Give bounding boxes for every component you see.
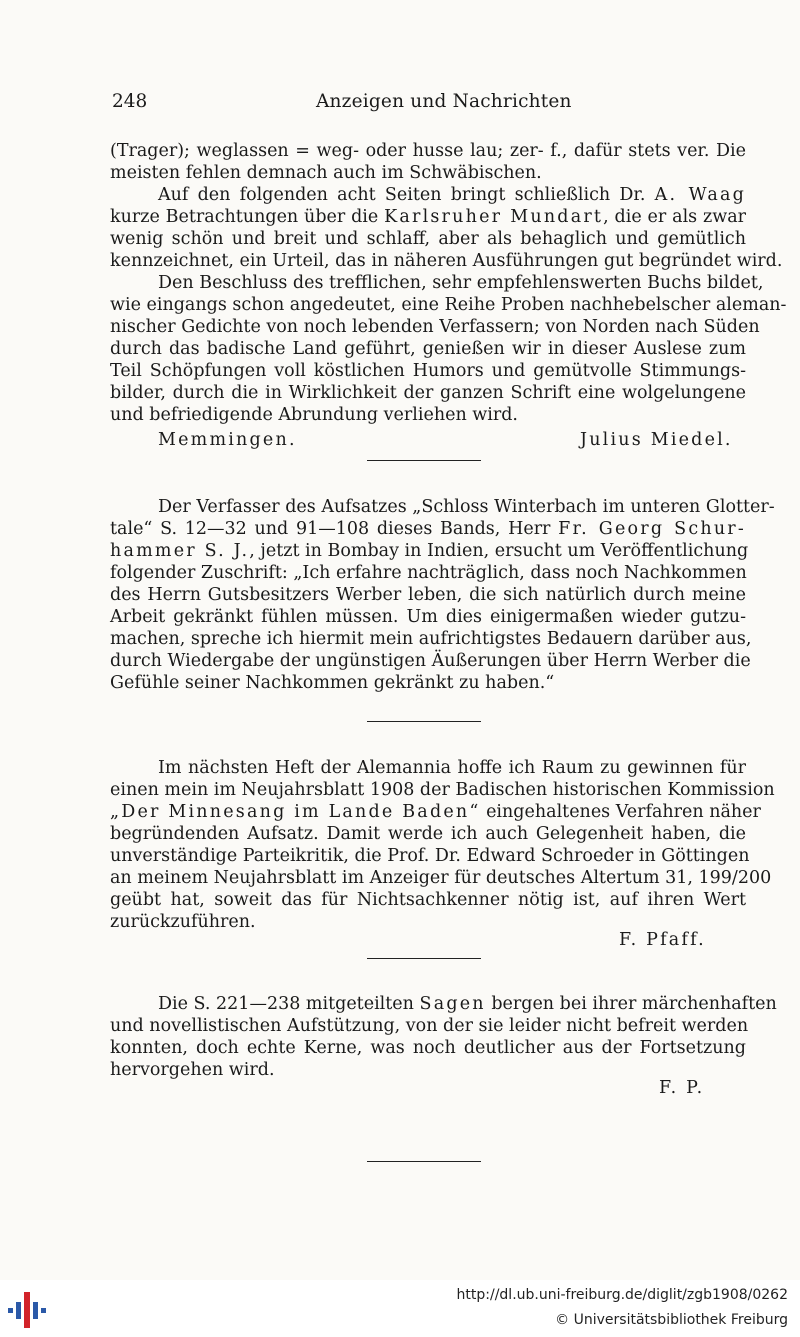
- section-divider: [367, 721, 481, 722]
- text-line: Auf den folgenden acht Seiten bringt schließlich Dr. A. Waag: [158, 185, 746, 205]
- signature-initials: F. P.: [659, 1078, 705, 1098]
- section-divider: [367, 958, 481, 959]
- text-line: hervorgehen wird.: [110, 1060, 275, 1080]
- text-line: folgender Zuschrift: „Ich erfahre nachträglich, dass noch Nachkommen: [110, 563, 747, 583]
- text-line: wie eingangs schon angedeutet, eine Reihe Proben nachhebelscher aleman-: [110, 295, 787, 315]
- spaced-term: Sagen: [419, 994, 486, 1014]
- spaced-name: Fr. Georg Schur-: [558, 519, 746, 539]
- text-line: Der Verfasser des Aufsatzes „Schloss Winterbach im unteren Glotter-: [158, 497, 775, 517]
- text-line: geübt hat, soweit das für Nichtsachkenner nötig ist, auf ihren Wert: [110, 890, 746, 910]
- text-line: durch Wiedergabe der ungünstigen Äußerungen über Herrn Werber die: [110, 651, 751, 671]
- page-number: 248: [112, 91, 148, 112]
- text-line: kennzeichnet, ein Urteil, das in näheren Ausführungen gut begründet wird.: [110, 251, 783, 271]
- text-line: Teil Schöpfungen voll köstlichen Humors und gemütvolle Stimmungs-: [110, 361, 746, 381]
- text-line: (Trager); weglassen = weg- oder husse lau; zer- f., dafür stets ver. Die: [110, 141, 746, 161]
- text-line: kurze Betrachtungen über die Karlsruher Mundart, die er als zwar: [110, 207, 746, 227]
- spaced-name: A. Waag: [654, 185, 746, 205]
- text-line: bilder, durch die in Wirklichkeit der ganzen Schrift eine wolgelungene: [110, 383, 746, 403]
- section-divider: [367, 1161, 481, 1162]
- text-line: „Der Minnesang im Lande Baden“ eingehaltenes Verfahren näher: [110, 802, 761, 822]
- text-line: begründenden Aufsatz. Damit werde ich auch Gelegenheit haben, die: [110, 824, 746, 844]
- spaced-name: hammer S. J.: [110, 541, 250, 561]
- text-line: einen mein im Neujahrsblatt 1908 der Badischen historischen Kommission: [110, 780, 775, 800]
- text-line: unverständige Parteikritik, die Prof. Dr. Edward Schroeder in Göttingen: [110, 846, 750, 866]
- text-line: konnten, doch echte Kerne, was noch deutlicher aus der Fortsetzung: [110, 1038, 746, 1058]
- signature-place: Memmingen.: [158, 430, 297, 450]
- copyright-text: © Universitätsbibliothek Freiburg: [555, 1312, 788, 1328]
- spaced-title: „Der Minnesang im Lande Baden“: [110, 802, 481, 822]
- text-line: durch das badische Land geführt, genießen wir in dieser Auslese zum: [110, 339, 746, 359]
- spaced-term: Karlsruher Mundart: [384, 207, 604, 227]
- text-line: meisten fehlen demnach auch im Schwäbischen.: [110, 163, 542, 183]
- source-url-link[interactable]: http://dl.ub.uni-freiburg.de/diglit/zgb1908/0262: [456, 1287, 788, 1303]
- text-line: an meinem Neujahrsblatt im Anzeiger für deutsches Altertum 31, 199/200: [110, 868, 772, 888]
- signature-author: Julius Miedel.: [580, 430, 733, 450]
- signature-author: F. Pfaff.: [619, 930, 706, 950]
- text-line: und befriedigende Abrundung verliehen wird.: [110, 405, 518, 425]
- text-line: und novellistischen Aufstützung, von der sie leider nicht befreit werden: [110, 1016, 749, 1036]
- running-title: Anzeigen und Nachrichten: [316, 91, 572, 112]
- ub-freiburg-logo-icon[interactable]: [6, 1288, 50, 1332]
- text-line: Arbeit gekränkt fühlen müssen. Um dies einigermaßen wieder gutzu-: [110, 607, 746, 627]
- text-line: wenig schön und breit und schlaff, aber als behaglich und gemütlich: [110, 229, 746, 249]
- text-line: Die S. 221—238 mitgeteilten Sagen bergen bei ihrer märchenhaften: [158, 994, 777, 1014]
- section-divider: [367, 460, 481, 461]
- text-line: tale“ S. 12—32 und 91—108 dieses Bands, Herr Fr. Georg Schur-: [110, 519, 746, 539]
- text-line: Im nächsten Heft der Alemannia hoffe ich Raum zu gewinnen für: [158, 758, 746, 778]
- footer-bar: [0, 1280, 800, 1337]
- text-line: Den Beschluss des trefflichen, sehr empfehlenswerten Buchs bildet,: [158, 273, 764, 293]
- text-line: des Herrn Gutsbesitzers Werber leben, die sich natürlich durch meine: [110, 585, 746, 605]
- text-line: Gefühle seiner Nachkommen gekränkt zu haben.“: [110, 673, 555, 693]
- page-header: [110, 91, 746, 115]
- text-line: machen, spreche ich hiermit mein aufrichtigstes Bedauern darüber aus,: [110, 629, 752, 649]
- text-line: hammer S. J., jetzt in Bombay in Indien, ersucht um Veröffentlichung: [110, 541, 749, 561]
- text-line: nischer Gedichte von noch lebenden Verfassern; von Norden nach Süden: [110, 317, 760, 337]
- text-line: zurückzuführen.: [110, 912, 256, 932]
